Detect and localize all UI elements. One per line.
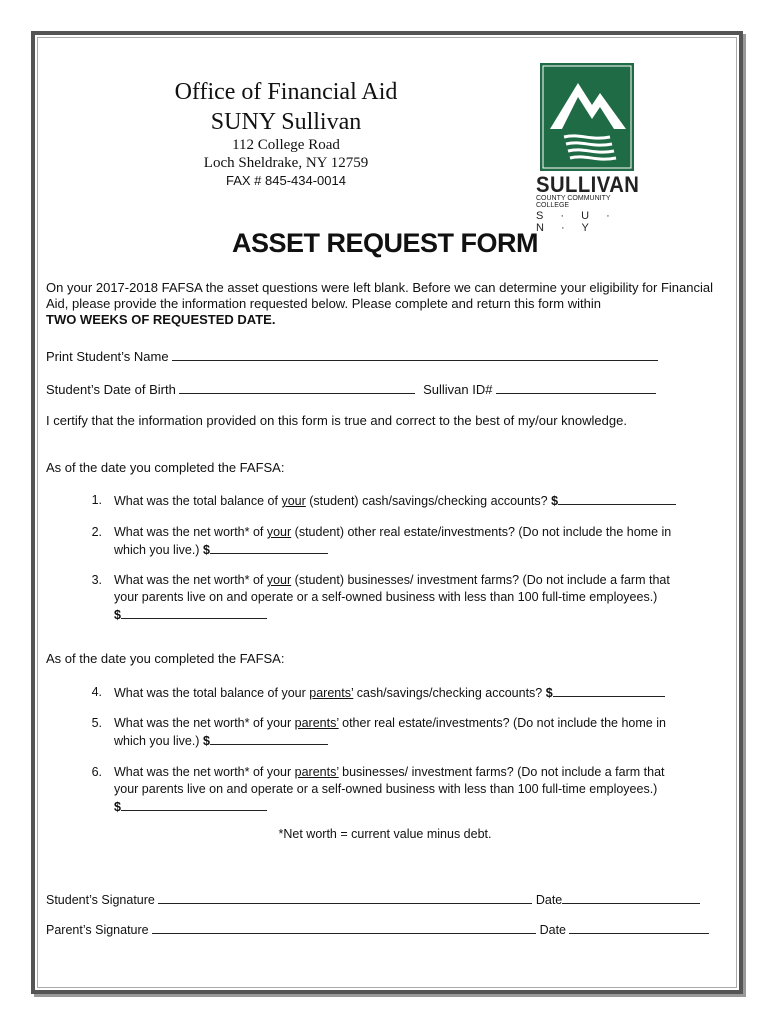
q2-post: (student) other real estate/investments? (Do not include the home in [291, 525, 672, 539]
college-name: SUNY Sullivan [210, 109, 362, 135]
parent-signature-field[interactable] [152, 921, 536, 934]
section-heading-parents: As of the date you completed the FAFSA: [46, 651, 285, 666]
q2-pre: What was the net worth* of [114, 525, 267, 539]
q4-number: 4. [91, 685, 102, 699]
q5-number: 5. [91, 716, 102, 730]
q1-emphasis: your [281, 494, 306, 508]
form-title: ASSET REQUEST FORM [231, 228, 539, 258]
q2-dollar: $ [202, 543, 210, 557]
sullivan-id-field[interactable] [496, 381, 656, 394]
parent-signature-row [46, 921, 709, 937]
q6-emphasis: parents’ [294, 765, 339, 779]
q3-amount-field[interactable] [121, 606, 267, 619]
logo-suny: S · U · N · Y [536, 210, 617, 234]
q3-emphasis: your [266, 573, 292, 587]
q6-pre: What was the net worth* of your [114, 765, 295, 779]
q6-number: 6. [91, 765, 102, 779]
q4-emphasis: parents’ [309, 686, 354, 700]
q5-text [114, 715, 714, 750]
q1-number: 1. [91, 493, 102, 507]
q5-dollar: $ [202, 734, 210, 748]
q6-post: businesses/ investment farms? (Do not include a farm that [338, 765, 665, 779]
address-city: Loch Sheldrake, NY 12759 [203, 155, 369, 171]
q6-line2: your parents live on and operate or a self-owned business with less than 100 full-time employees.) [114, 782, 658, 796]
sullivan-id-label: Sullivan ID# [423, 382, 493, 397]
q4-amount-field[interactable] [553, 684, 665, 697]
q5-emphasis: parents’ [294, 716, 339, 730]
intro-deadline: TWO WEEKS OF REQUESTED DATE. [46, 312, 276, 327]
certify-statement: I certify that the information provided on this form is true and correct to the best of my/our knowledge. [46, 413, 627, 428]
logo-subtitle: COUNTY COMMUNITY COLLEGE [536, 195, 611, 209]
q1-amount-field[interactable] [558, 492, 676, 505]
q3-pre: What was the net worth* of [114, 573, 267, 587]
q3-text [114, 572, 714, 624]
q4-dollar: $ [545, 686, 553, 700]
student-signature-row [46, 891, 700, 907]
q2-emphasis: your [266, 525, 292, 539]
net-worth-note: *Net worth = current value minus debt. [278, 827, 492, 841]
q1-post: (student) cash/savings/checking accounts? [305, 494, 552, 508]
q1-pre: What was the total balance of [114, 494, 282, 508]
dob-row [46, 381, 656, 397]
dob-field[interactable] [179, 381, 415, 394]
student-name-row [46, 348, 658, 364]
address-street: 112 College Road [232, 137, 340, 153]
logo-word: SULLIVAN [536, 172, 640, 197]
mountain-logo-icon [540, 63, 634, 171]
intro-text: On your 2017-2018 FAFSA the asset questions were left blank. Before we can determine your eligibility for Financial Aid, please provide the information requested below. Please complete and return this form within [46, 280, 713, 311]
q3-line2: your parents live on and operate or a self-owned business with less than 100 full-time employees.) [114, 590, 658, 604]
student-name-field[interactable] [172, 348, 658, 361]
q2-amount-field[interactable] [210, 541, 328, 554]
fax-number: FAX # 845-434-0014 [226, 173, 346, 188]
q5-amount-field[interactable] [210, 732, 328, 745]
q3-number: 3. [91, 573, 102, 587]
q4-post: cash/savings/checking accounts? [353, 686, 546, 700]
q4-pre: What was the total balance of your [114, 686, 310, 700]
parent-signature-label: Parent’s Signature [46, 923, 149, 937]
q2-text [114, 524, 714, 559]
q2-line2: which you live.) [114, 543, 203, 557]
q6-text [114, 764, 714, 816]
q5-pre: What was the net worth* of your [114, 716, 295, 730]
college-logo [540, 63, 634, 171]
intro-paragraph [46, 280, 726, 328]
q5-line2: which you live.) [114, 734, 203, 748]
logo-wordmark [536, 172, 640, 234]
q6-amount-field[interactable] [121, 798, 267, 811]
student-date-label: Date [535, 893, 563, 907]
section-heading-student: As of the date you completed the FAFSA: [46, 460, 285, 475]
q3-post: (student) businesses/ investment farms? (Do not include a farm that [291, 573, 670, 587]
q2-number: 2. [91, 525, 102, 539]
student-name-label: Print Student’s Name [46, 349, 169, 364]
q1-dollar: $ [551, 494, 559, 508]
q6-dollar: $ [114, 800, 121, 814]
q3-dollar: $ [114, 608, 121, 622]
office-title: Office of Financial Aid [174, 79, 398, 105]
student-signature-field[interactable] [158, 891, 532, 904]
q4-text [114, 684, 714, 702]
q5-post: other real estate/investments? (Do not include the home in [338, 716, 666, 730]
q1-text [114, 492, 714, 510]
student-signature-label: Student’s Signature [46, 893, 155, 907]
parent-date-field[interactable] [569, 921, 709, 934]
student-date-field[interactable] [562, 891, 700, 904]
dob-label: Student’s Date of Birth [46, 382, 176, 397]
parent-date-label: Date [539, 923, 566, 937]
